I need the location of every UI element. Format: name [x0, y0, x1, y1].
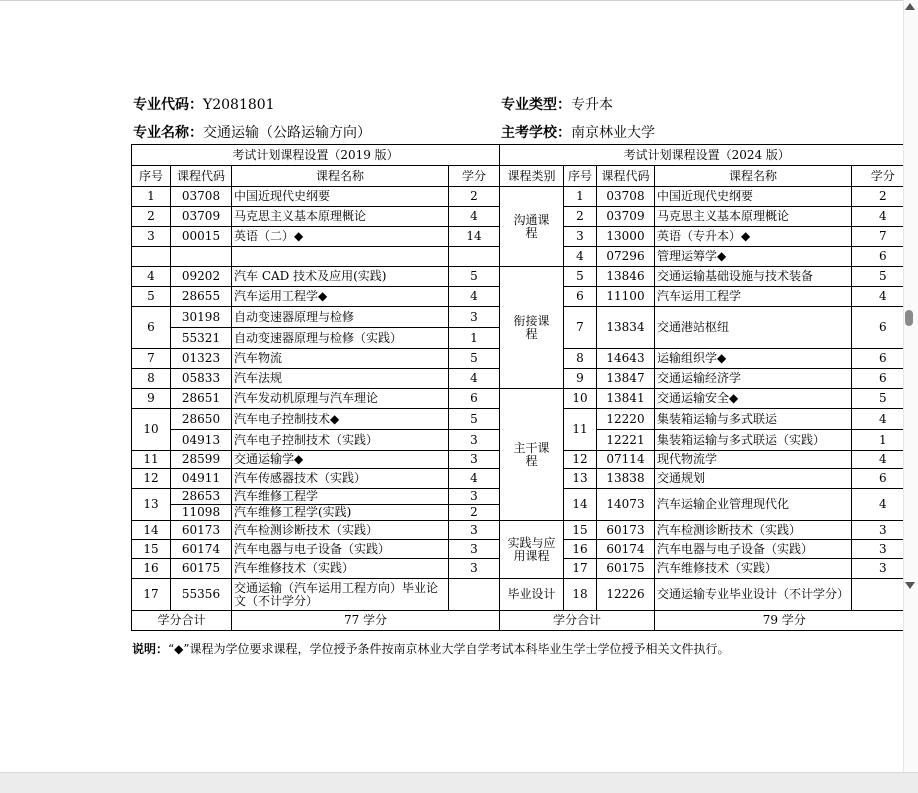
major-name-label: 专业名称：: [133, 125, 203, 141]
left-no: 15: [132, 540, 171, 559]
left-code: 05833: [171, 369, 232, 389]
right-no: 4: [564, 247, 597, 267]
table-row: [132, 267, 914, 287]
category-cell: 毕业设计: [500, 579, 564, 611]
left-credit: 5: [449, 267, 500, 287]
category-cell: 衔接课程: [500, 267, 564, 389]
left-code: 28650: [171, 409, 232, 430]
left-no: 2: [132, 207, 171, 227]
left-code: 09202: [171, 267, 232, 287]
left-no: 14: [132, 521, 171, 540]
right-code: 13847: [597, 369, 655, 389]
right-code: 12221: [597, 430, 655, 451]
right-course: 汽车检测诊断技术（实践）: [655, 521, 852, 540]
left-credit: 3: [449, 489, 500, 505]
left-header-credit: 学分: [449, 166, 500, 187]
right-course: 汽车运输企业管理现代化: [655, 489, 852, 521]
right-course: 集装箱运输与多式联运: [655, 409, 852, 430]
left-header-name: 课程名称: [232, 166, 449, 187]
right-course: 汽车运用工程学: [655, 287, 852, 307]
left-course: 汽车电器与电子设备（实践）: [232, 540, 449, 559]
right-no: 15: [564, 521, 597, 540]
left-no: 10: [132, 409, 171, 451]
right-course: 马克思主义基本原理概论: [655, 207, 852, 227]
left-no: 16: [132, 559, 171, 579]
left-course: 汽车法规: [232, 369, 449, 389]
right-no: 17: [564, 559, 597, 579]
left-total: 77 学分: [232, 611, 500, 631]
left-course: 汽车检测诊断技术（实践）: [232, 521, 449, 540]
table-row: [132, 579, 914, 611]
left-code: 03708: [171, 187, 232, 207]
left-empty: [449, 247, 500, 267]
right-no: 6: [564, 287, 597, 307]
table-row: [132, 521, 914, 540]
right-no: 5: [564, 267, 597, 287]
left-course: 交通运输（汽车运用工程方向）毕业论文（不计学分）: [232, 579, 449, 611]
category-cell: 沟通课程: [500, 187, 564, 267]
left-no: 17: [132, 579, 171, 611]
right-credit: 5: [852, 267, 914, 287]
left-course: 汽车电子控制技术（实践）: [232, 430, 449, 451]
left-credit: 4: [449, 469, 500, 489]
left-credit: 1: [449, 328, 500, 349]
footnote-text: “◆”课程为学位要求课程，学位授予条件按南京林业大学自学考试本科毕业生学士学位授予相关文件执行。: [168, 642, 730, 656]
left-credit: 2: [449, 505, 500, 521]
left-no: 1: [132, 187, 171, 207]
scroll-up-arrow-icon[interactable]: [905, 3, 915, 10]
major-code-value: Y2081801: [203, 97, 275, 113]
right-course: 交通运输专业毕业设计（不计学分）: [655, 579, 852, 611]
left-course: 汽车发动机原理与汽车理论: [232, 389, 449, 409]
right-no: 16: [564, 540, 597, 559]
major-code-label: 专业代码：: [133, 97, 203, 113]
right-code: 07114: [597, 451, 655, 469]
right-total: 79 学分: [655, 611, 914, 631]
left-code: 28655: [171, 287, 232, 307]
right-credit: 4: [852, 207, 914, 227]
left-no: 13: [132, 489, 171, 521]
right-course: 交通运输基础设施与技术装备: [655, 267, 852, 287]
left-code: 01323: [171, 349, 232, 369]
left-no: 4: [132, 267, 171, 287]
right-course: 管理运筹学◆: [655, 247, 852, 267]
scrollbar-thumb[interactable]: [905, 310, 913, 326]
right-code: 13000: [597, 227, 655, 247]
bottom-bar: [0, 772, 918, 793]
left-course: 汽车运用工程学◆: [232, 287, 449, 307]
right-credit: 4: [852, 489, 914, 521]
left-credit: 6: [449, 389, 500, 409]
right-code: 13841: [597, 389, 655, 409]
category-cell: 实践与应用课程: [500, 521, 564, 579]
right-course: 英语（专升本）◆: [655, 227, 852, 247]
right-no: 7: [564, 307, 597, 349]
left-code: 60175: [171, 559, 232, 579]
right-credit: 4: [852, 287, 914, 307]
left-code: 55356: [171, 579, 232, 611]
right-header-code: 课程代码: [597, 166, 655, 187]
right-header-credit: 学分: [852, 166, 914, 187]
right-no: 12: [564, 451, 597, 469]
left-empty: [132, 247, 171, 267]
left-course: 交通运输学◆: [232, 451, 449, 469]
scroll-down-arrow-icon[interactable]: [905, 582, 915, 589]
right-credit: 6: [852, 307, 914, 349]
top-border: [0, 0, 918, 1]
major-name-value: 交通运输（公路运输方向）: [203, 125, 371, 141]
left-code: 30198: [171, 307, 232, 328]
right-credit: 6: [852, 247, 914, 267]
right-code: 13846: [597, 267, 655, 287]
exam-school-label: 主考学校：: [501, 125, 571, 141]
right-course: 交通规划: [655, 469, 852, 489]
left-credit: 3: [449, 307, 500, 328]
left-credit: 4: [449, 369, 500, 389]
left-credit: 14: [449, 227, 500, 247]
exam-school: [501, 122, 655, 142]
left-code: 04913: [171, 430, 232, 451]
left-credit: 3: [449, 430, 500, 451]
right-course: 交通运输经济学: [655, 369, 852, 389]
table-row: [132, 389, 914, 409]
right-code: 11100: [597, 287, 655, 307]
left-course: 汽车 CAD 技术及应用(实践): [232, 267, 449, 287]
right-code: 12220: [597, 409, 655, 430]
left-course: 汽车传感器技术（实践）: [232, 469, 449, 489]
left-code: 28651: [171, 389, 232, 409]
right-course: 汽车维修技术（实践）: [655, 559, 852, 579]
right-no: 8: [564, 349, 597, 369]
left-credit: 5: [449, 409, 500, 430]
right-credit: 3: [852, 559, 914, 579]
major-name: [133, 122, 371, 142]
right-course: 汽车电器与电子设备（实践）: [655, 540, 852, 559]
major-type-label: 专业类型：: [501, 97, 571, 113]
left-course: 汽车维修技术（实践）: [232, 559, 449, 579]
left-code: 11098: [171, 505, 232, 521]
left-code: 60174: [171, 540, 232, 559]
footnote: [132, 640, 730, 657]
left-no: 5: [132, 287, 171, 307]
header-row: [132, 166, 914, 187]
left-credit: 3: [449, 521, 500, 540]
left-header-code: 课程代码: [171, 166, 232, 187]
right-code: 13834: [597, 307, 655, 349]
left-course: 马克思主义基本原理概论: [232, 207, 449, 227]
left-credit: 3: [449, 540, 500, 559]
right-code: 14073: [597, 489, 655, 521]
right-credit: 6: [852, 469, 914, 489]
right-code: 13838: [597, 469, 655, 489]
left-no: 9: [132, 389, 171, 409]
right-code: 12226: [597, 579, 655, 611]
right-credit: 3: [852, 540, 914, 559]
right-header-cat: 课程类别: [500, 166, 564, 187]
right-course: 中国近现代史纲要: [655, 187, 852, 207]
right-header-no: 序号: [564, 166, 597, 187]
right-code: 14643: [597, 349, 655, 369]
category-cell: 主干课程: [500, 389, 564, 521]
right-course: 集装箱运输与多式联运（实践）: [655, 430, 852, 451]
right-no: 13: [564, 469, 597, 489]
left-course: 汽车物流: [232, 349, 449, 369]
left-course: 自动变速器原理与检修: [232, 307, 449, 328]
right-no: 9: [564, 369, 597, 389]
left-code: 04911: [171, 469, 232, 489]
left-code: 03709: [171, 207, 232, 227]
left-credit: 3: [449, 451, 500, 469]
major-type-value: 专升本: [571, 97, 613, 113]
left-course: 汽车维修工程学: [232, 489, 449, 505]
left-no: 7: [132, 349, 171, 369]
exam-school-value: 南京林业大学: [571, 125, 655, 141]
left-empty: [171, 247, 232, 267]
total-row: [132, 611, 914, 631]
left-no: 6: [132, 307, 171, 349]
right-total-label: 学分合计: [500, 611, 655, 631]
left-course: 自动变速器原理与检修（实践）: [232, 328, 449, 349]
right-credit: 2: [852, 187, 914, 207]
left-credit: 3: [449, 559, 500, 579]
right-credit: 7: [852, 227, 914, 247]
right-code: 03708: [597, 187, 655, 207]
major-code: [133, 94, 275, 114]
title-row: [132, 145, 914, 166]
right-no: 3: [564, 227, 597, 247]
left-title: 考试计划课程设置（2019 版）: [132, 145, 500, 166]
right-course: 交通港站枢纽: [655, 307, 852, 349]
right-credit: 6: [852, 369, 914, 389]
left-course: 汽车电子控制技术◆: [232, 409, 449, 430]
left-total-label: 学分合计: [132, 611, 232, 631]
left-credit: [449, 579, 500, 611]
left-no: 12: [132, 469, 171, 489]
right-course: 现代物流学: [655, 451, 852, 469]
right-credit: 4: [852, 451, 914, 469]
right-header-name: 课程名称: [655, 166, 852, 187]
right-code: 60173: [597, 521, 655, 540]
right-credit: 6: [852, 349, 914, 369]
left-code: 28653: [171, 489, 232, 505]
left-code: 60173: [171, 521, 232, 540]
right-course: 交通运输安全◆: [655, 389, 852, 409]
right-code: 07296: [597, 247, 655, 267]
footnote-label: 说明：: [132, 642, 169, 656]
right-no: 11: [564, 409, 597, 451]
right-no: 14: [564, 489, 597, 521]
left-credit: 4: [449, 287, 500, 307]
left-course: 英语（二）◆: [232, 227, 449, 247]
right-no: 18: [564, 579, 597, 611]
right-code: 60175: [597, 559, 655, 579]
right-credit: 1: [852, 430, 914, 451]
left-credit: 5: [449, 349, 500, 369]
vertical-scrollbar[interactable]: [903, 0, 918, 772]
right-no: 2: [564, 207, 597, 227]
right-credit: 5: [852, 389, 914, 409]
right-no: 1: [564, 187, 597, 207]
course-table: [131, 144, 914, 631]
left-credit: 4: [449, 207, 500, 227]
right-code: 03709: [597, 207, 655, 227]
left-header-no: 序号: [132, 166, 171, 187]
left-code: 00015: [171, 227, 232, 247]
left-course: 汽车维修工程学(实践): [232, 505, 449, 521]
left-code: 28599: [171, 451, 232, 469]
left-credit: 2: [449, 187, 500, 207]
right-no: 10: [564, 389, 597, 409]
left-no: 8: [132, 369, 171, 389]
right-title: 考试计划课程设置（2024 版）: [500, 145, 914, 166]
major-type: [501, 94, 613, 114]
left-code: 55321: [171, 328, 232, 349]
left-course: 中国近现代史纲要: [232, 187, 449, 207]
right-credit: 3: [852, 521, 914, 540]
table-row: [132, 187, 914, 207]
right-code: 60174: [597, 540, 655, 559]
left-no: 11: [132, 451, 171, 469]
right-course: 运输组织学◆: [655, 349, 852, 369]
right-credit: 4: [852, 409, 914, 430]
left-no: 3: [132, 227, 171, 247]
left-empty: [232, 247, 449, 267]
